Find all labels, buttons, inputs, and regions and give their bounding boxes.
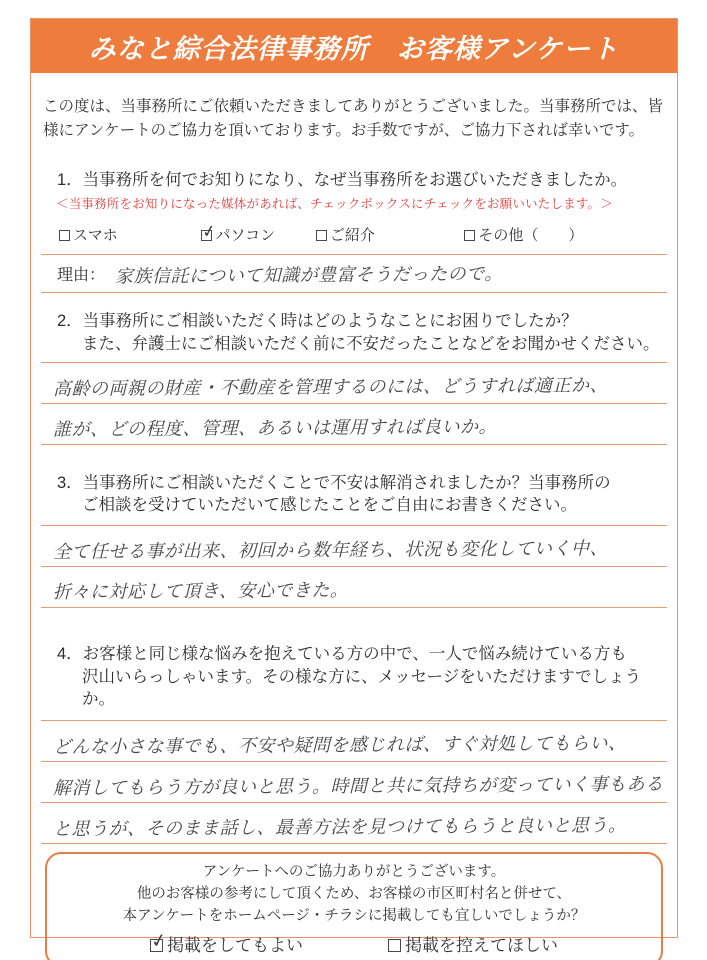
pc-checkbox[interactable]: [200, 221, 219, 243]
question-3-title-line2: ご相談を受けていただいて感じたことをご自由にお書きください。: [82, 496, 577, 515]
checkbox-option-allow-publish: [150, 931, 303, 956]
decline-publish-label: 掲載を控えてほしい: [405, 936, 558, 956]
other-label: その他（ ）: [478, 227, 584, 245]
question-2-title-line2: また、弁護士にご相談いただく前に不安だったことなどをお聞かせください。: [82, 334, 660, 353]
decline-publish-checkbox[interactable]: [388, 939, 401, 952]
answer-line: [41, 762, 667, 803]
check-mark-icon: ✓: [149, 930, 169, 954]
question-3-answer-area: [41, 525, 667, 608]
handwritten-answer: 解消してもらう方が良いと思う。時間と共に気持ちが変っていく事もある: [52, 774, 664, 800]
handwritten-answer: どんな小さな事でも、不安や疑問を感じれば、すぐ対処してもらい、: [52, 733, 627, 759]
question-1-note: ＜当事務所をお知りになった媒体があれば、チェックボックスにチェックをお願いいたします。＞: [56, 197, 613, 212]
answer-line: [41, 567, 667, 608]
allow-publish-checkbox[interactable]: [149, 930, 169, 954]
pc-label: パソコン: [215, 227, 276, 245]
handwritten-answer: と思うが、そのまま話し、最善方法を見つけてもらうと良いと思う。: [52, 815, 627, 841]
answer-line: [41, 721, 667, 762]
question-4-answer-area: [41, 720, 667, 844]
check-mark-icon: ✓: [200, 221, 219, 243]
other-checkbox[interactable]: [464, 230, 475, 241]
survey-body: [31, 95, 677, 960]
checkbox-option-pc: [200, 221, 311, 245]
handwritten-answer: 全て任せる事が出来、初回から数年経ち、状況も変化していく中、: [52, 538, 609, 564]
checkbox-option-referral: [316, 224, 460, 245]
answer-line: [41, 803, 667, 844]
consent-text-line: アンケートへのご協力ありがとうございます。: [202, 864, 506, 881]
question-2: [41, 310, 667, 445]
consent-text-line: 他のお客様の参考にして頂くため、お客様の市区町村名と併せて、: [136, 885, 572, 902]
question-4: [41, 643, 667, 844]
media-options-row: [59, 221, 667, 248]
allow-publish-label: 掲載をしてもよい: [167, 936, 303, 956]
smartphone-label: スマホ: [73, 227, 118, 245]
handwritten-answer: 高齢の両親の財産・不動産を管理するのには、どうすれば適正か、: [52, 374, 609, 400]
consent-options-row: [57, 931, 651, 956]
reason-handwritten-answer: 家族信託について知識が豊富そうだったので。: [114, 263, 503, 288]
checkbox-option-decline-publish: [388, 931, 558, 956]
answer-line: [41, 404, 667, 445]
page-title: みなと綜合法律事務所 お客様アンケート: [88, 33, 620, 64]
reason-row: [41, 254, 667, 293]
checkbox-option-other: [464, 224, 583, 245]
answer-line: [41, 363, 667, 404]
publish-consent-box: [45, 852, 663, 960]
question-4-title-line1: 4．お客様と同じ様な悩みを抱えている方の中で、一人で悩み続けている方も: [57, 645, 627, 664]
question-2-answer-area: [41, 362, 667, 445]
question-2-title-line1: 2．当事務所にご相談いただく時はどのようなことにお困りでしたか？: [57, 312, 578, 331]
smartphone-checkbox[interactable]: [59, 230, 70, 241]
referral-checkbox[interactable]: [316, 230, 327, 241]
consent-text-line: 本アンケートをホームページ・チラシに掲載しても宜しいでしょうか？: [122, 907, 586, 924]
question-1: [41, 169, 667, 293]
header-banner: [31, 19, 677, 73]
handwritten-answer: 折々に対応して頂き、安心できた。: [52, 580, 349, 604]
question-3: [41, 472, 667, 609]
survey-sheet: [30, 18, 678, 956]
referral-label: ご紹介: [329, 227, 375, 245]
question-1-title: 1．当事務所を何でお知りになり、なぜ当事務所をお選びいただきましたか。: [57, 171, 628, 190]
handwritten-answer: 誰が、どの程度、管理、あるいは運用すれば良いか。: [52, 416, 498, 441]
question-4-title-line2: 沢山いらっしゃいます。その様な方に、メッセージをいただけますでしょうか。: [82, 667, 642, 708]
checkbox-option-smartphone: [59, 224, 197, 245]
reason-label: 理由：: [57, 267, 106, 285]
answer-line: [41, 526, 667, 567]
question-3-title-line1: 3．当事務所にご相談いただくことで不安は解消されましたか？当事務所の: [57, 473, 611, 492]
intro-text: この度は、当事務所にご依頼いただきましてありがとうございました。当事務所では、皆様にアンケートのご協力を頂いております。お手数ですが、ご協力下されば幸いです。: [43, 98, 664, 140]
